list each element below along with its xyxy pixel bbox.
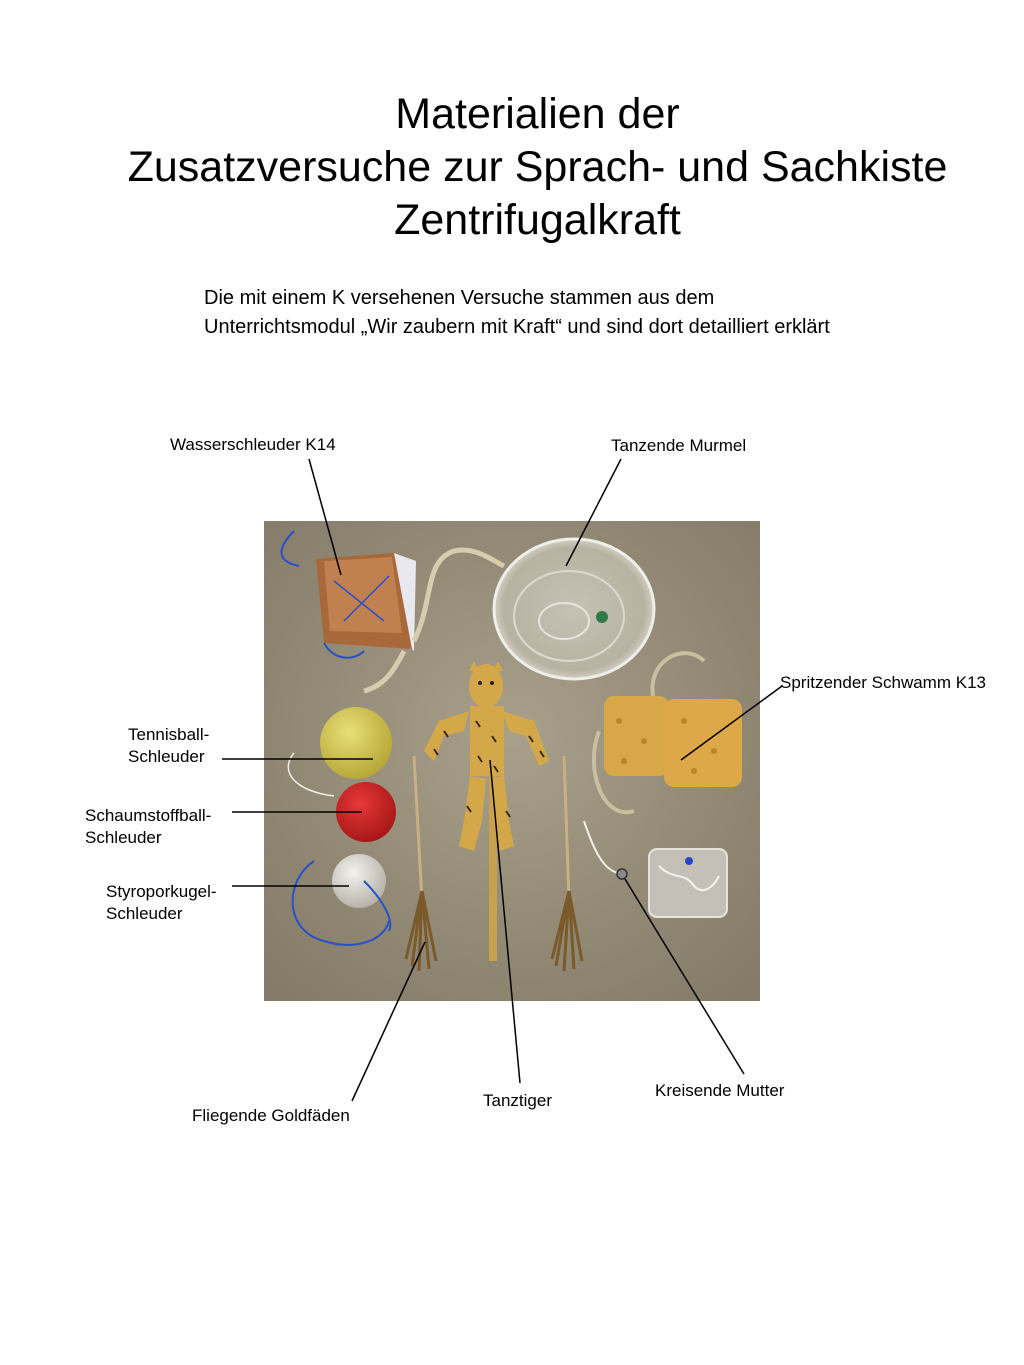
title-line-3: Zentrifugalkraft [394,196,681,244]
label-tanztiger: Tanztiger [483,1091,552,1110]
styrofoam-ball [332,854,386,908]
marble [596,611,608,623]
label-spritzender-schwamm: Spritzender Schwamm K13 [780,673,986,692]
label-line: Schleuder [106,904,183,923]
label-styroporkugel [106,881,217,925]
intro-line-2: Unterrichtsmodul „Wir zaubern mit Kraft“ und sind dort detailliert erklärt [204,316,830,338]
label-line: Schleuder [128,747,205,766]
intro-text [204,284,984,342]
small-container [649,849,727,917]
page-title [0,88,1024,247]
label-wasserschleuder: Wasserschleuder K14 [170,435,336,454]
label-tanzende-murmel: Tanzende Murmel [611,436,747,455]
title-line-2: Zusatzversuche zur Sprach- und Sachkiste [127,143,948,191]
intro-line-1: Die mit einem K versehenen Versuche stammen aus dem [204,287,715,309]
label-line: Tennisball- [128,725,210,744]
nut [617,869,627,879]
marble-bowl [494,539,654,679]
label-line: Schleuder [85,828,162,847]
tennis-ball [320,707,392,779]
materials-photo [264,521,760,1001]
label-kreisende-mutter: Kreisende Mutter [655,1081,785,1100]
label-schaumstoffball [85,805,211,849]
label-line: Schaumstoffball- [85,806,212,825]
label-fliegende-goldfaeden: Fliegende Goldfäden [192,1106,350,1125]
title-line-1: Materialien der [395,90,680,138]
label-line: Styroporkugel- [106,882,217,901]
foam-ball [336,782,396,842]
label-tennisball [128,724,209,768]
